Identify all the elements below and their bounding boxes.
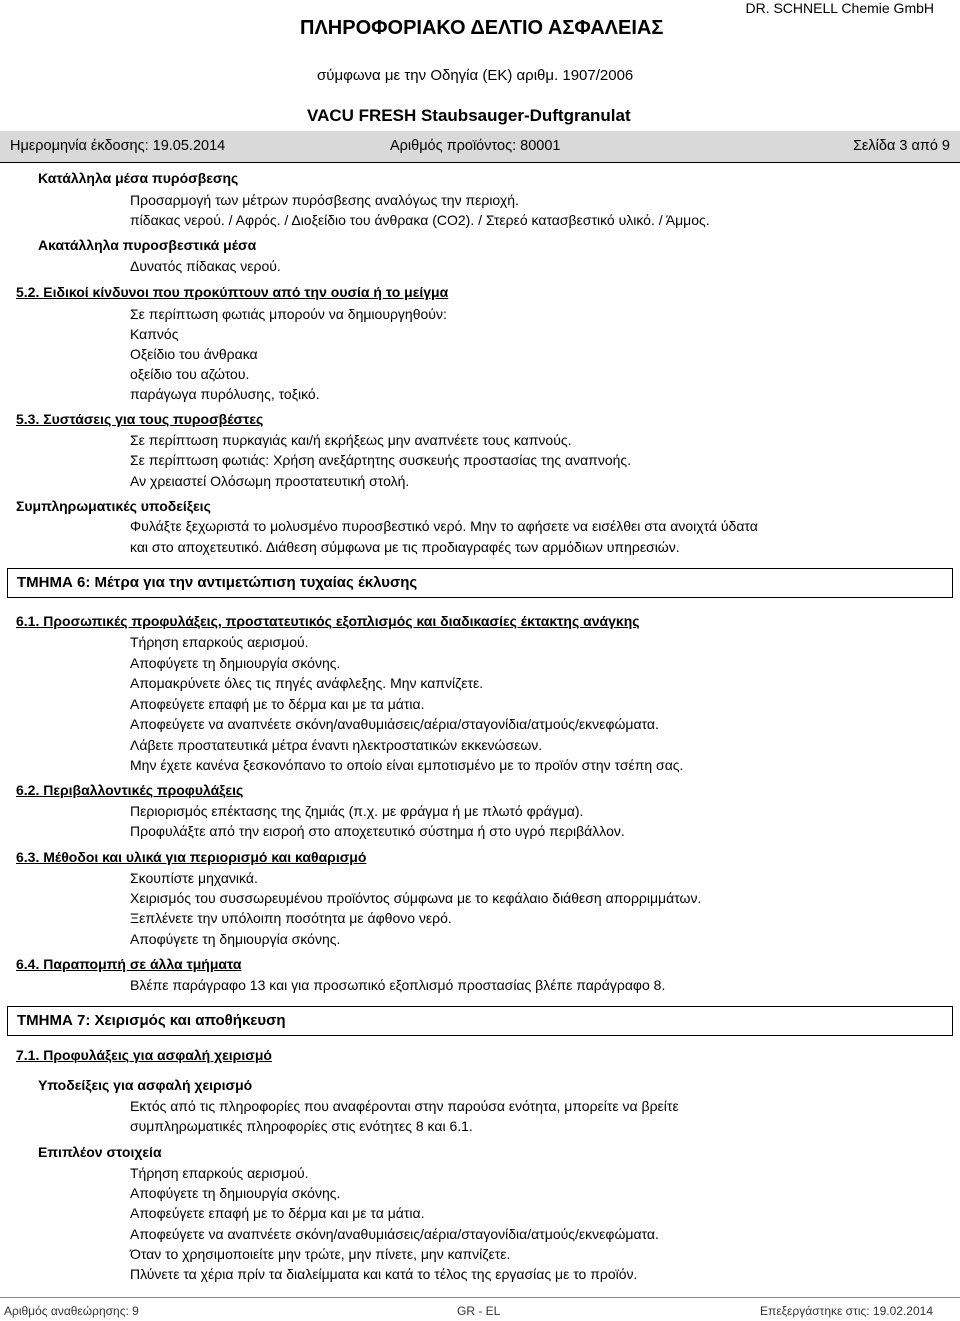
footer-rule <box>0 1297 960 1298</box>
section-6-title: ΤΜΗΜΑ 6: Μέτρα για την αντιμετώπιση τυχαίας έκλυσης <box>17 574 418 591</box>
text-line: Προφυλάξτε από την εισροή στο αποχετευτικό σύστημα ή στο υγρό περιβάλλον. <box>130 823 625 839</box>
section-6-box <box>7 568 953 598</box>
additional-notes-heading: Συμπληρωματικές υποδείξεις <box>16 498 211 514</box>
text-line: συμπληρωματικές πληροφορίες στις ενότητες 8 και 6.1. <box>130 1118 473 1134</box>
text-line: παράγωγα πυρόλυσης, τοξικό. <box>130 386 320 402</box>
revision-number: Αριθμός αναθεώρησης: 9 <box>4 1304 139 1318</box>
subsection-6-3-heading: 6.3. Μέθοδοι και υλικά για περιορισμό και καθαρισμό <box>16 849 367 865</box>
text-line: Σε περίπτωση φωτιάς μπορούν να δημιουργηθούν: <box>130 306 447 322</box>
text-line: Ξεπλένετε την υπόλοιπη ποσότητα με άφθονο νερό. <box>130 910 452 926</box>
text-line: Εκτός από τις πληροφορίες που αναφέρονται στην παρούσα ενότητα, μπορείτε να βρείτε <box>130 1098 679 1114</box>
language-code: GR - EL <box>457 1304 501 1318</box>
subsection-7-1-heading: 7.1. Προφυλάξεις για ασφαλή χειρισμό <box>16 1047 272 1063</box>
text-line: Προσαρμογή των μέτρων πυρόσβεσης αναλόγως την περιοχή. <box>130 192 519 208</box>
company-name: DR. SCHNELL Chemie GmbH <box>745 0 934 16</box>
text-line: Χειρισμός του συσσωρευμένου προϊόντος σύμφωνα με το κεφάλαιο διάθεση απορριμμάτων. <box>130 890 702 906</box>
page-number: Σελίδα 3 από 9 <box>852 138 950 154</box>
subsection-5-3-heading: 5.3. Συστάσεις για τους πυροσβέστες <box>16 411 264 427</box>
text-line: Αποφύγετε τη δημιουργία σκόνης. <box>130 931 341 947</box>
suitable-media-heading: Κατάλληλα μέσα πυρόσβεσης <box>38 170 239 186</box>
text-line: Απομακρύνετε όλες τις πηγές ανάφλεξης. Μην καπνίζετε. <box>130 675 484 691</box>
text-line: Αποφεύγετε να αναπνέετε σκόνη/αναθυμιάσεις/αέρια/σταγονίδια/ατμούς/εκνεφώματα. <box>130 716 659 732</box>
product-number: Αριθμός προϊόντος: 80001 <box>390 138 561 154</box>
text-line: Αποφεύγετε επαφή με το δέρμα και με τα μάτια. <box>130 1205 425 1221</box>
regulation-subtitle: σύμφωνα με την Οδηγία (ΕΚ) αριθμ. 1907/2006 <box>317 67 634 84</box>
text-line: Αποφεύγετε να αναπνέετε σκόνη/αναθυμιάσεις/αέρια/σταγονίδια/ατμούς/εκνεφώματα. <box>130 1226 659 1242</box>
text-line: Αποφύγετε τη δημιουργία σκόνης. <box>130 655 341 671</box>
subsection-6-4-heading: 6.4. Παραπομπή σε άλλα τμήματα <box>16 956 242 972</box>
text-line: Αν χρειαστεί Ολόσωμη προστατευτική στολή. <box>130 473 410 489</box>
subsection-5-2-heading: 5.2. Ειδικοί κίνδυνοι που προκύπτουν από την ουσία ή το μείγμα <box>16 284 449 300</box>
subsection-6-1-heading: 6.1. Προσωπικές προφυλάξεις, προστατευτικός εξοπλισμός και διαδικασίες έκτακτης ανάγκης <box>16 613 640 629</box>
text-line: Πλύνετε τα χέρια πρίν τα διαλείμματα και κατά το τέλος της εργασίας με το προϊόν. <box>130 1266 638 1282</box>
text-line: Καπνός <box>130 326 179 342</box>
product-name: VACU FRESH Staubsauger-Duftgranulat <box>307 106 631 125</box>
text-line: οξείδιο του αζώτου. <box>130 366 250 382</box>
text-line: Δυνατός πίδακας νερού. <box>130 258 281 274</box>
text-line: Περιορισμός επέκτασης της ζημιάς (π.χ. με φράγμα ή με πλωτό φράγμα). <box>130 803 584 819</box>
edited-date: Επεξεργάστηκε στις: 19.02.2014 <box>760 1304 933 1318</box>
text-line: πίδακας νερού. / Αφρός. / Διοξείδιο του άνθρακα (CO2). / Στερεό κατασβεστικό υλικό. / Άμμος. <box>130 212 710 228</box>
document-title: ΠΛΗΡΟΦΟΡΙΑΚΟ ΔΕΛΤΙΟ ΑΣΦΑΛΕΙΑΣ <box>300 17 664 39</box>
text-line: Τήρηση επαρκούς αερισμού. <box>130 1165 309 1181</box>
text-line: Βλέπε παράγραφο 13 και για προσωπικό εξοπλισμό προστασίας βλέπε παράγραφο 8. <box>130 977 666 993</box>
section-7-box <box>7 1006 953 1036</box>
text-line: Λάβετε προστατευτικά μέτρα έναντι ηλεκτροστατικών εκκενώσεων. <box>130 737 543 753</box>
unsuitable-media-heading: Ακατάλληλα πυροσβεστικά μέσα <box>38 237 257 253</box>
header-rule <box>0 162 960 163</box>
section-7-title: ΤΜΗΜΑ 7: Χειρισμός και αποθήκευση <box>17 1012 286 1029</box>
text-line: Σε περίπτωση πυρκαγιάς και/ή εκρήξεως μην αναπνέετε τους καπνούς. <box>130 432 572 448</box>
text-line: Αποφύγετε τη δημιουργία σκόνης. <box>130 1185 341 1201</box>
issue-date: Ημερομηνία έκδοσης: 19.05.2014 <box>10 138 226 154</box>
text-line: και στο αποχετευτικό. Διάθεση σύμφωνα με τις προδιαγραφές των αρμόδιων υπηρεσιών. <box>130 539 680 555</box>
text-line: Φυλάξτε ξεχωριστά το μολυσμένο πυροσβεστικό νερό. Μην το αφήσετε να εισέλθει στα ανοιχτά ύδατα <box>130 518 758 534</box>
text-line: Σε περίπτωση φωτιάς: Χρήση ανεξάρτητης συσκευής προστασίας της αναπνοής. <box>130 452 632 468</box>
subsection-6-2-heading: 6.2. Περιβαλλοντικές προφυλάξεις <box>16 782 244 798</box>
text-line: Οξείδιο του άνθρακα <box>130 346 258 362</box>
text-line: Αποφεύγετε επαφή με το δέρμα και με τα μάτια. <box>130 696 425 712</box>
text-line: Σκουπίστε μηχανικά. <box>130 870 258 886</box>
additional-info-heading: Επιπλέον στοιχεία <box>38 1144 162 1160</box>
safe-handling-heading: Υποδείξεις για ασφαλή χειρισμό <box>38 1077 253 1093</box>
text-line: Τήρηση επαρκούς αερισμού. <box>130 634 309 650</box>
text-line: Μην έχετε κανένα ξεσκονόπανο το οποίο είναι εμποτισμένο με το προϊόν στην τσέπη σας. <box>130 757 684 773</box>
text-line: Όταν το χρησιμοποιείτε μην τρώτε, μην πίνετε, μην καπνίζετε. <box>130 1246 511 1262</box>
